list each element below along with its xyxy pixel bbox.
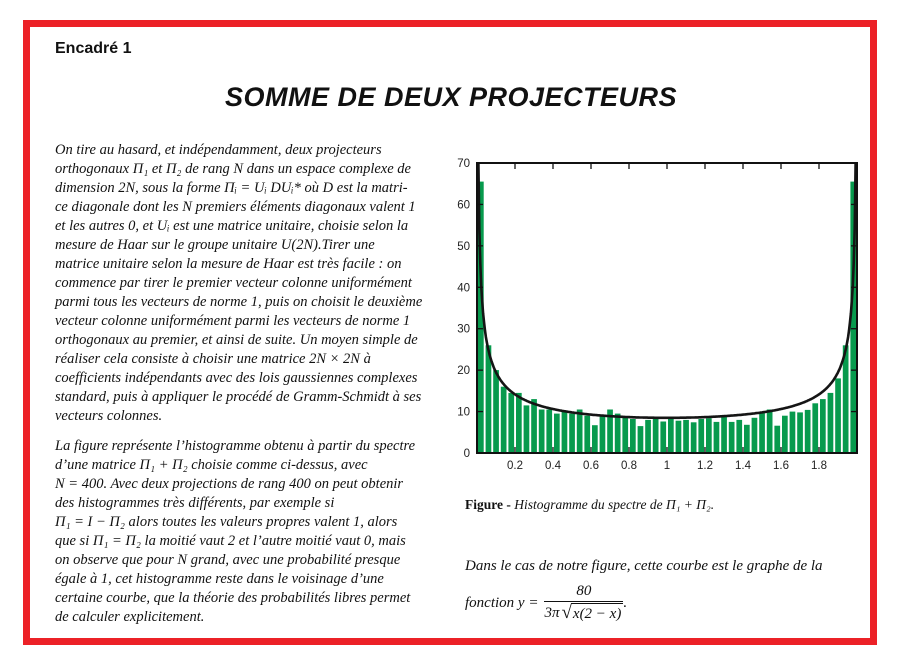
- text-line: on observe que pour N grand, avec une probabilité presque: [55, 552, 401, 568]
- svg-text:20: 20: [457, 365, 470, 378]
- text-line: réaliser cela consiste à choisir une matrice 2N × 2N à: [55, 351, 371, 367]
- paragraph-1: [55, 141, 463, 426]
- encadre-label: Encadré 1: [55, 40, 132, 57]
- histogram-chart: [455, 153, 885, 483]
- fraction-denominator: [544, 601, 623, 624]
- svg-text:10: 10: [457, 406, 470, 419]
- formula-line: [465, 581, 870, 624]
- text-line: orthogonaux au premier, et ainsi de suite. Un moyen simple de: [55, 332, 418, 348]
- text-line: que si Π₁ = Π₂ la moitié vaut 2 et l’autre moitié vaut 0, mais: [55, 533, 406, 549]
- sqrt-sign: √: [561, 602, 572, 623]
- figure-caption: [465, 497, 865, 513]
- text-line: La figure représente l’histogramme obtenu à partir du spectre: [55, 438, 416, 454]
- svg-text:1.6: 1.6: [773, 460, 789, 472]
- text-line: d’une matrice Π₁ + Π₂ choisie comme ci-dessus, avec: [55, 457, 368, 473]
- text-line: de calculer explicitement.: [55, 609, 205, 625]
- paragraph-2: [55, 437, 463, 627]
- svg-text:0.4: 0.4: [545, 460, 561, 472]
- formula-intro-line: Dans le cas de notre figure, cette courbe est le graphe de la: [465, 558, 823, 574]
- fraction-numerator: 80: [576, 583, 592, 599]
- svg-text:1.2: 1.2: [697, 460, 713, 472]
- formula-suffix: .: [623, 594, 628, 611]
- text-line: Π₁ = I − Π₂ alors toutes les valeurs propres valent 1, alors: [55, 514, 398, 530]
- text-line: dimension 2N, sous la forme Πᵢ = Uᵢ DUᵢ* où D est la matri-: [55, 180, 408, 196]
- svg-text:0: 0: [463, 448, 470, 460]
- text-line: coefficients indépendants avec des lois gaussiennes complexes: [55, 370, 418, 386]
- fraction: [544, 581, 623, 624]
- svg-text:70: 70: [457, 158, 470, 170]
- svg-text:0.6: 0.6: [583, 460, 599, 472]
- text-line: vecteur colonne uniformément parmi les vecteurs de norme 1: [55, 313, 411, 329]
- figure-caption-label: Figure -: [465, 497, 511, 512]
- svg-text:50: 50: [457, 240, 470, 253]
- text-line: égale à 1, cet histogramme reste dans le voisinage d’une: [55, 571, 384, 587]
- svg-text:0.2: 0.2: [507, 460, 523, 472]
- text-line: N = 400. Avec deux projections de rang 400 on peut obtenir: [55, 476, 404, 492]
- page-title: SOMME DE DEUX PROJECTEURS: [224, 82, 678, 112]
- text-line: matrice unitaire selon la mesure de Haar est très facile : on: [55, 256, 402, 272]
- text-line: vecteurs colonnes.: [55, 408, 163, 424]
- text-line: des histogrammes très différents, par exemple si: [55, 495, 335, 511]
- text-line: On tire au hasard, et indépendamment, deux projecteurs: [55, 142, 382, 158]
- svg-text:1.4: 1.4: [735, 460, 751, 472]
- text-line: et les autres 0, et Uᵢ est une matrice unitaire, choisie selon la: [55, 218, 409, 234]
- curve-formula-block: [465, 556, 870, 624]
- svg-text:0.8: 0.8: [621, 460, 637, 472]
- text-line: mesure de Haar sur le groupe unitaire U(2N).Tirer une: [55, 237, 375, 253]
- sqrt-radical: [561, 603, 623, 624]
- formula-prefix: fonction y =: [465, 594, 539, 611]
- svg-text:1: 1: [663, 460, 671, 472]
- histogram-svg: [455, 153, 885, 483]
- text-line: certaine courbe, que la théorie des probabilités libres permet: [55, 590, 411, 606]
- svg-text:30: 30: [457, 323, 470, 336]
- text-line: parmi tous les vecteurs de norme 1, puis on choisit le deuxième: [55, 294, 423, 310]
- denominator-coefficient: 3π: [544, 605, 560, 621]
- svg-text:1.8: 1.8: [811, 460, 827, 472]
- body-text-column: [55, 141, 463, 627]
- text-line: commence par tirer le premier vecteur colonne uniformément: [55, 275, 412, 291]
- text-line: orthogonaux Π₁ et Π₂ de rang N dans un espace complexe de: [55, 161, 411, 177]
- sqrt-radicand: x(2 − x): [571, 603, 623, 624]
- svg-text:40: 40: [457, 282, 470, 295]
- text-line: ce diagonale dont les N premiers éléments diagonaux valent 1: [55, 199, 416, 215]
- text-line: standard, puis à appliquer le procédé de Gramm-Schmidt à ses: [55, 389, 422, 405]
- figure-caption-text: Histogramme du spectre de Π₁ + Π₂.: [510, 497, 715, 512]
- svg-text:60: 60: [457, 199, 470, 212]
